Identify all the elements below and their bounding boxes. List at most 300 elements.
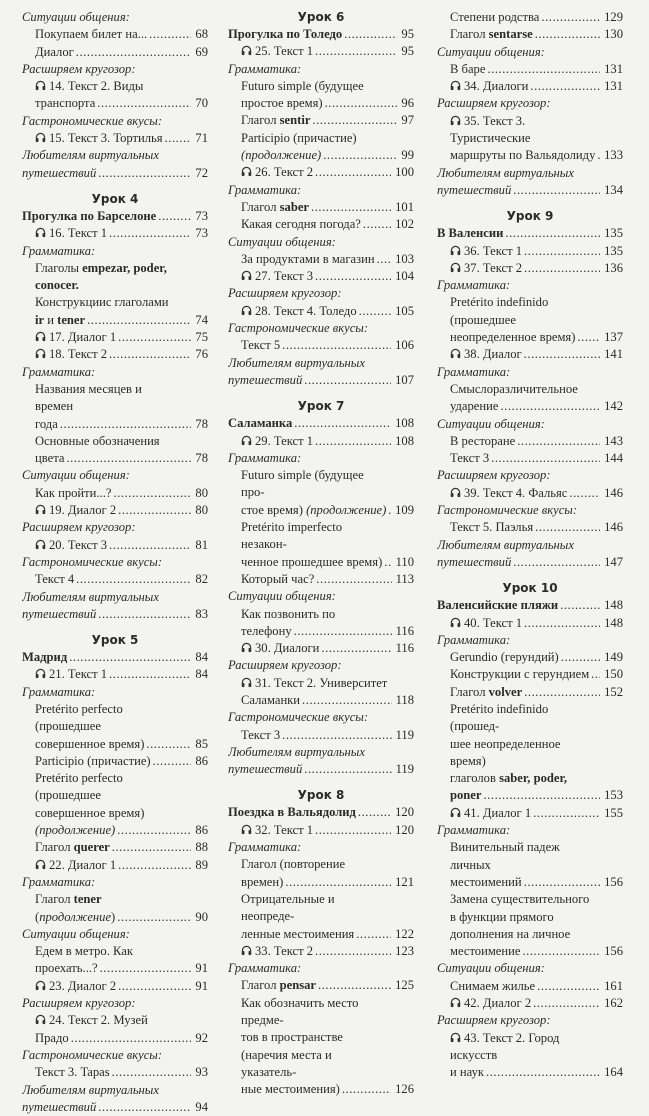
entry-text (437, 823, 510, 837)
chapter-title[interactable] (22, 208, 208, 225)
toc-entry[interactable] (437, 805, 623, 822)
section-label (22, 1047, 208, 1064)
entry-text-part: Грамматика: (22, 874, 96, 889)
entry-text-part: 43. Текст 2. Город искусств и наук (450, 1030, 560, 1080)
entry-text-part: Любителям виртуальных путешествий (22, 148, 159, 180)
entry-text-part: Pretérito indefinido (прошедшее неопределенное время) (450, 295, 576, 345)
audio-headphones-icon (241, 165, 252, 176)
entry-text-part: Расширяем кругозор: (228, 658, 342, 673)
toc-entry[interactable] (437, 519, 623, 536)
page-number: 107 (391, 372, 414, 389)
entry-text-part: Урок 10 (502, 581, 558, 596)
entry-text (450, 114, 595, 163)
page-number: 95 (397, 26, 414, 43)
page-number: 164 (600, 1064, 623, 1081)
section-label (437, 364, 623, 381)
entry-text (241, 468, 386, 517)
entry-text-part: 37. Текст 2 (464, 260, 523, 275)
toc-entry[interactable] (228, 268, 414, 285)
entry-text-part: Расширяем кругозор: (228, 286, 342, 301)
page-number: 68 (191, 26, 208, 43)
toc-entry[interactable] (437, 26, 623, 43)
entry-text-part: Конструкциис глаголами (35, 295, 169, 310)
toc-entry[interactable] (437, 701, 623, 805)
entry-text (35, 226, 107, 240)
entry-text-part: Грамматика: (228, 61, 302, 76)
entry-text-part: 34. Диалоги (464, 79, 529, 94)
entry-text-part: 16. Текст 1 (49, 226, 108, 241)
page-number: 119 (392, 727, 414, 744)
toc-entry[interactable] (437, 1030, 623, 1082)
toc-entry[interactable] (22, 666, 208, 683)
entry-text (241, 434, 313, 448)
entry-text-part: 19. Диалог 2 (49, 503, 117, 518)
entry-text-part: sentarse (488, 27, 533, 42)
entry-text (35, 79, 143, 110)
page-number: 122 (391, 926, 414, 943)
entry-text-part: 33. Текст 2 (255, 943, 314, 958)
entry-text-part: Глагол (450, 684, 489, 699)
entry-text-part: Урок 6 (297, 10, 345, 24)
entry-text (241, 823, 313, 837)
page-number: 84 (191, 649, 208, 666)
toc-entry-italic[interactable] (228, 355, 414, 390)
entry-text (241, 200, 309, 214)
section-label (228, 709, 414, 726)
toc-entry[interactable] (22, 502, 208, 519)
entry-text (241, 131, 357, 162)
entry-text-part: Урок 9 (506, 209, 554, 224)
page-number: 73 (191, 208, 208, 225)
section-label (228, 61, 414, 78)
entry-text-part: За продуктами в магазин (241, 251, 375, 266)
entry-text-part: В баре (450, 61, 486, 76)
audio-headphones-icon (35, 667, 46, 678)
entry-text (35, 858, 116, 872)
toc-entry[interactable] (22, 329, 208, 346)
audio-headphones-icon (450, 806, 461, 817)
toc-entry[interactable] (228, 977, 414, 994)
toc-entry[interactable] (22, 537, 208, 554)
toc-column-3 (437, 9, 623, 1082)
entry-text (228, 840, 301, 854)
entry-text (22, 927, 130, 941)
entry-text (507, 209, 554, 223)
entry-text (450, 520, 533, 534)
entry-text-part: Любителям виртуальных путешествий (228, 355, 365, 387)
toc-entry[interactable] (228, 337, 414, 354)
toc-entry[interactable] (437, 450, 623, 467)
entry-text (437, 417, 545, 431)
toc-entry[interactable] (437, 615, 623, 632)
entry-text-part: Глагол (35, 892, 74, 907)
toc-entry[interactable] (228, 251, 414, 268)
audio-headphones-icon (241, 304, 252, 315)
entry-text-part: Гастрономические вкусы: (22, 113, 163, 128)
entry-text-part: (продолжение) (35, 823, 116, 838)
chapter-title[interactable] (437, 225, 623, 242)
toc-entry-italic[interactable] (22, 589, 208, 624)
toc-entry[interactable] (228, 78, 414, 113)
entry-text-part: Винительный падеж личных местоимений (450, 840, 560, 889)
toc-entry[interactable] (228, 130, 414, 165)
entry-text (437, 468, 551, 482)
entry-text-part: Participio (причастие) (241, 130, 357, 145)
entry-text (22, 520, 136, 534)
toc-entry[interactable] (22, 346, 208, 363)
entry-text-part: 14. Текст 2. Виды транспорта (35, 79, 144, 111)
entry-text (241, 44, 313, 58)
toc-entry[interactable] (228, 606, 414, 641)
entry-text (228, 235, 336, 249)
page-number: 106 (391, 337, 414, 354)
entry-text-part: Гастрономические вкусы: (22, 1047, 163, 1062)
toc-entry[interactable] (228, 199, 414, 216)
entry-text (437, 278, 510, 292)
toc-entry[interactable] (228, 519, 414, 571)
page-number: 83 (191, 606, 208, 623)
page-number: 92 (191, 1030, 208, 1047)
entry-text-part: Ситуации общения: (22, 10, 130, 24)
toc-entry[interactable] (22, 571, 208, 588)
entry-text (22, 114, 162, 128)
lesson-heading (228, 398, 414, 415)
entry-text (450, 451, 489, 465)
entry-text (241, 676, 387, 707)
audio-headphones-icon (241, 44, 252, 55)
entry-text-part: Глагол (повторение времен) (241, 857, 346, 889)
page-number: 74 (191, 312, 208, 329)
toc-entry[interactable] (22, 943, 208, 978)
toc-entry[interactable] (22, 130, 208, 147)
entry-text (450, 62, 485, 76)
audio-headphones-icon (241, 641, 252, 652)
toc-entry-italic[interactable] (437, 537, 623, 572)
entry-text-part: Ситуации общения: (228, 589, 336, 604)
toc-entry-italic[interactable] (437, 165, 623, 200)
toc-entry[interactable] (22, 44, 208, 61)
page-number: 109 (391, 502, 414, 519)
entry-text-part: Futuro simple (будущее про- стое время) (241, 468, 364, 517)
entry-text-part: Любителям виртуальных путешествий (437, 165, 574, 197)
toc-entry[interactable] (437, 381, 623, 416)
page-number: 78 (191, 450, 208, 467)
page-number: 97 (397, 112, 414, 129)
entry-text (35, 892, 115, 923)
entry-text-part: Ситуации общения: (22, 926, 130, 941)
toc-entry[interactable] (228, 822, 414, 839)
audio-headphones-icon (35, 1013, 46, 1024)
entry-text-part: Расширяем кругозор: (437, 96, 551, 111)
lesson-heading (228, 787, 414, 804)
section-label (22, 684, 208, 701)
toc-entry[interactable] (228, 433, 414, 450)
lesson-heading (228, 9, 414, 26)
entry-text-part: Любителям виртуальных путешествий (228, 744, 365, 777)
entry-text-part: ( (35, 909, 40, 924)
audio-headphones-icon (35, 347, 46, 358)
entry-text-part: empezar, poder, conocer. (35, 260, 167, 293)
entry-text (228, 286, 342, 300)
toc-entry[interactable] (22, 26, 208, 43)
page-number: 135 (600, 243, 623, 260)
entry-text-part: Глагол (241, 199, 280, 214)
toc-entry[interactable] (437, 113, 623, 165)
page-number: 152 (600, 684, 623, 701)
section-label (228, 320, 414, 337)
section-label (228, 182, 414, 199)
entry-text-part: Любителям виртуальных путешествий (437, 537, 574, 569)
entry-text-part: 42. Диалог 2 (464, 996, 532, 1011)
chapter-title[interactable] (228, 26, 414, 43)
page-number: 70 (191, 95, 208, 112)
entry-text-part: Текст 3 (450, 451, 490, 466)
audio-headphones-icon (450, 1031, 461, 1042)
entry-text-part: 36. Текст 1 (464, 243, 523, 258)
toc-entry[interactable] (437, 891, 623, 960)
toc-entry[interactable] (437, 666, 623, 683)
entry-text-part: Как обозначить место предме- тов в пространстве (наречия места и указатель- ные местоимения) (241, 995, 359, 1097)
entry-text-part: 22. Диалог 1 (49, 857, 117, 872)
toc-entry[interactable] (22, 78, 208, 113)
toc-entry[interactable] (228, 727, 414, 744)
entry-text (450, 840, 560, 889)
toc-entry[interactable] (228, 640, 414, 657)
page-number: 149 (600, 649, 623, 666)
page-number: 102 (391, 216, 414, 233)
toc-entry[interactable] (437, 649, 623, 666)
toc-entry[interactable] (228, 303, 414, 320)
entry-text-part: В ресторане (450, 433, 516, 448)
toc-entry[interactable] (22, 753, 208, 770)
entry-text-part: Gerundio (герундий) (450, 650, 559, 665)
entry-text (22, 62, 136, 76)
entry-text-part: Едем в метро. Как проехать...? (35, 944, 133, 976)
toc-entry[interactable] (437, 684, 623, 701)
entry-text-part: Конструкции с герундием (450, 667, 590, 682)
section-label (228, 450, 414, 467)
section-label (228, 960, 414, 977)
chapter-title[interactable] (22, 649, 208, 666)
toc-entry[interactable] (437, 485, 623, 502)
audio-headphones-icon (450, 486, 461, 497)
entry-text-part: Степени родства (450, 10, 540, 24)
section-label (22, 519, 208, 536)
toc-entry[interactable] (437, 9, 623, 26)
toc-entry[interactable] (437, 61, 623, 78)
entry-text (228, 321, 368, 335)
entry-text-part: Pretérito perfecto (прошедшее совершенное время) (35, 771, 145, 820)
page-number: 131 (600, 78, 623, 95)
entry-text (450, 892, 589, 958)
page-number: 81 (191, 537, 208, 554)
toc-entry[interactable] (437, 294, 623, 346)
entry-text-part: Гастрономические вкусы: (228, 710, 369, 725)
entry-text-part: Грамматика: (437, 632, 511, 647)
entry-text-part: 26. Текст 2 (255, 165, 314, 180)
entry-text (241, 572, 314, 586)
toc-entry[interactable] (22, 1012, 208, 1047)
chapter-title[interactable] (437, 597, 623, 614)
entry-text (22, 590, 159, 621)
entry-text-part: Названия месяцев и времен года (35, 381, 142, 431)
toc-entry-italic[interactable] (228, 744, 414, 779)
entry-text (450, 806, 531, 820)
entry-text (450, 27, 533, 41)
toc-entry-italic[interactable] (22, 1082, 208, 1116)
lesson-heading (22, 191, 208, 208)
toc-entry[interactable] (228, 995, 414, 1099)
toc-entry[interactable] (228, 216, 414, 233)
page-number: 94 (191, 1099, 208, 1116)
lesson-heading (22, 632, 208, 649)
entry-text (22, 468, 130, 482)
entry-text (241, 607, 335, 638)
entry-text-part: 27. Текст 3 (255, 269, 314, 284)
toc-entry[interactable] (437, 260, 623, 277)
toc-entry[interactable] (22, 891, 208, 926)
entry-text (241, 892, 354, 941)
entry-text-part: 21. Текст 1 (49, 667, 108, 682)
toc-entry[interactable] (437, 243, 623, 260)
page-number: 150 (600, 666, 623, 683)
entry-text (241, 252, 375, 266)
page-number: 130 (600, 26, 623, 43)
entry-text (22, 555, 162, 569)
toc-entry[interactable] (437, 978, 623, 995)
toc-entry[interactable] (22, 260, 208, 329)
toc-entry[interactable] (228, 43, 414, 60)
toc-entry[interactable] (228, 112, 414, 129)
page-number: 156 (600, 874, 623, 891)
toc-entry[interactable] (22, 857, 208, 874)
entry-text-part: Любителям виртуальных путешествий (22, 589, 159, 621)
toc-entry[interactable] (22, 839, 208, 856)
page-number: 69 (191, 44, 208, 61)
page-number: 108 (391, 433, 414, 450)
toc-entry-italic[interactable] (22, 147, 208, 182)
entry-text (35, 1065, 110, 1079)
audio-headphones-icon (35, 538, 46, 549)
section-label (437, 960, 623, 977)
toc-entry[interactable] (228, 571, 414, 588)
entry-text (22, 244, 95, 258)
toc-entry[interactable] (22, 485, 208, 502)
page-number: 80 (191, 485, 208, 502)
entry-text (35, 503, 116, 517)
toc-entry[interactable] (228, 856, 414, 891)
toc-entry[interactable] (22, 978, 208, 995)
entry-text (228, 710, 368, 724)
section-label (22, 113, 208, 130)
toc-entry[interactable] (437, 346, 623, 363)
page-number: 121 (391, 874, 414, 891)
entry-text-part: ) (111, 909, 116, 924)
section-label (437, 95, 623, 112)
toc-entry[interactable] (228, 675, 414, 710)
entry-text (228, 27, 342, 41)
toc-entry[interactable] (22, 381, 208, 433)
entry-text (437, 633, 510, 647)
entry-text (241, 113, 310, 127)
entry-text (450, 667, 589, 681)
entry-text-part: 28. Текст 4. Толедо (255, 303, 357, 318)
entry-text (241, 338, 280, 352)
audio-headphones-icon (241, 269, 252, 280)
entry-text (502, 581, 557, 595)
entry-text-part: Глагол (450, 27, 489, 42)
entry-text-part: 30. Диалоги (255, 641, 320, 656)
toc-entry[interactable] (437, 995, 623, 1012)
chapter-title[interactable] (228, 415, 414, 432)
audio-headphones-icon (241, 434, 252, 445)
audio-headphones-icon (35, 79, 46, 90)
section-label (22, 9, 208, 26)
section-label (437, 632, 623, 649)
page-number: 71 (191, 130, 208, 147)
toc-column-2 (228, 9, 414, 1099)
entry-text-part: Расширяем кругозор: (22, 996, 136, 1011)
toc-entry[interactable] (437, 839, 623, 891)
page-number: 135 (600, 225, 623, 242)
toc-entry[interactable] (22, 701, 208, 753)
audio-headphones-icon (450, 261, 461, 272)
entry-text (22, 10, 130, 24)
entry-text (228, 658, 342, 672)
entry-text-part: Ситуации общения: (228, 234, 336, 249)
toc-entry[interactable] (228, 891, 414, 943)
audio-headphones-icon (450, 996, 461, 1007)
toc-entry[interactable] (437, 433, 623, 450)
entry-text-part: Ситуации общения: (437, 416, 545, 431)
page-number: 123 (391, 943, 414, 960)
entry-text (228, 62, 301, 76)
entry-text (35, 45, 74, 59)
toc-entry[interactable] (228, 943, 414, 960)
section-label (437, 502, 623, 519)
toc-entry[interactable] (437, 78, 623, 95)
entry-text-part: Мадрид (22, 650, 68, 665)
entry-text (241, 217, 361, 231)
toc-entry[interactable] (228, 164, 414, 181)
page-number: 131 (600, 61, 623, 78)
page-number: 73 (191, 225, 208, 242)
entry-text-part: Прогулка по Толедо (228, 27, 343, 41)
page-number: 116 (392, 640, 414, 657)
entry-text (228, 183, 301, 197)
entry-text-part: Текст 3. Tapas (35, 1065, 110, 1080)
page-number: 104 (391, 268, 414, 285)
entry-text-part: Расширяем кругозор: (437, 1013, 551, 1028)
toc-entry[interactable] (228, 467, 414, 519)
toc-entry[interactable] (22, 433, 208, 468)
page-number: 162 (600, 995, 623, 1012)
entry-text (450, 616, 522, 630)
page-number: 126 (391, 1081, 414, 1098)
entry-text-part: 38. Диалог (464, 347, 522, 362)
toc-entry[interactable] (22, 1064, 208, 1081)
chapter-title[interactable] (228, 804, 414, 821)
entry-text-part: 15. Текст 3. Тортилья (49, 131, 163, 146)
toc-entry[interactable] (22, 225, 208, 242)
toc-entry[interactable] (22, 770, 208, 839)
entry-text (437, 365, 510, 379)
audio-headphones-icon (35, 330, 46, 341)
entry-text (22, 996, 136, 1010)
page-number: 103 (391, 251, 414, 268)
page-number: 116 (392, 623, 414, 640)
entry-text-part: Основные обозначения цвета (35, 433, 160, 466)
